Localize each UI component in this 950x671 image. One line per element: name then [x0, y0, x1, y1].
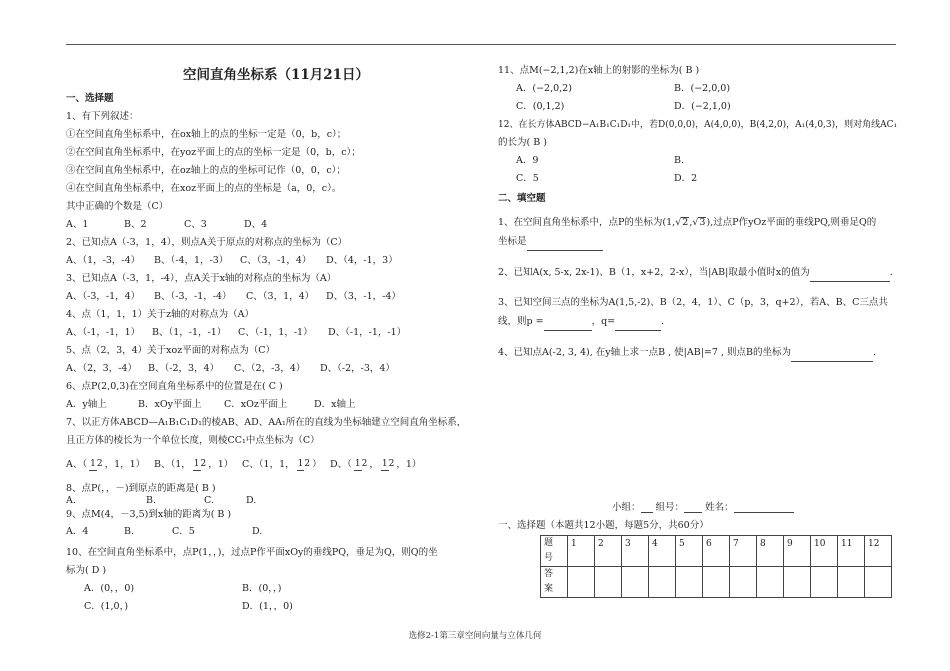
option-b: B、（1， 12 ，1）	[154, 458, 234, 470]
q10-options	[66, 580, 486, 598]
fill4: 4、已知点A(-2, 3, 4), 在y轴上求一点B , 使|AB|=7 , 则点B的坐标为 .	[498, 343, 898, 362]
answer-blank[interactable]	[810, 263, 890, 282]
q11-options	[498, 98, 898, 116]
option: C．(1,0，)	[84, 601, 129, 612]
answer-table	[540, 535, 892, 598]
option: D、（3，-1，-4）	[326, 291, 401, 302]
option: C、（2，-3，4）	[234, 363, 306, 374]
option: A．(0，，0)	[84, 583, 135, 594]
option: A．4	[66, 526, 89, 537]
question-number-cell: 8	[757, 536, 784, 567]
answer-cell[interactable]	[757, 567, 784, 598]
q1-ask: 其中正确的个数是（C）	[66, 201, 169, 212]
q9-options	[66, 523, 486, 541]
q1-item: ②在空间直角坐标系中，在yoz平面上的点的坐标一定是（0，b，c）；	[66, 147, 361, 158]
answer-cell[interactable]	[649, 567, 676, 598]
option: B、（-4，1，-3）	[154, 255, 229, 266]
number-field[interactable]	[684, 501, 702, 513]
q12-line2: 的长为( B )	[498, 137, 547, 148]
answer-cell[interactable]	[784, 567, 811, 598]
q1-item: ③在空间直角坐标系中，在oz轴上的点的坐标可记作（0，0，c）；	[66, 165, 346, 176]
question-number-cell: 5	[676, 536, 703, 567]
answer-section-heading: 一、选择题（本题共12小题，每题5分，共60分）	[498, 520, 709, 531]
q4-stem: 4、点（1，1，1）关于z轴的对称点为（A）	[66, 309, 255, 320]
option: B.	[124, 526, 135, 537]
option-a: A、（ 12 ，1，1）	[66, 458, 146, 470]
option-d: D、（ 12 ， 12 ，1）	[330, 458, 422, 470]
option: A．y轴上	[66, 399, 107, 410]
q11-options	[498, 80, 898, 98]
answer-cell[interactable]	[865, 567, 892, 598]
q1-item: ④在空间直角坐标系中，在xoz平面上的点的坐标是（a，0，c）。	[66, 183, 342, 194]
option: A、（1，-3，-4）	[66, 255, 141, 266]
option: B.	[674, 155, 685, 166]
q7-line2: 且正方体的棱长为一个单位长度，则棱CC₁中点坐标为（C）	[66, 435, 320, 446]
option: C.	[204, 495, 214, 506]
fraction: 12	[381, 458, 395, 469]
answer-blank[interactable]	[791, 343, 873, 362]
section-choice-heading: 一、选择题	[66, 93, 114, 104]
fraction: 12	[193, 458, 207, 469]
answer-blank[interactable]	[544, 312, 592, 331]
option: A．(−2,0,2)	[516, 83, 572, 94]
option: D．x轴上	[314, 399, 356, 410]
option: D.	[252, 526, 263, 537]
q5-stem: 5、点（2，3，4）关于xoz平面的对称点为（C）	[66, 345, 276, 356]
q6-stem: 6、点P(2,0,3)在空间直角坐标系中的位置是在( C )	[66, 381, 283, 392]
question-number-cell: 2	[595, 536, 622, 567]
option: C．5	[516, 173, 539, 184]
option: A、1	[66, 219, 89, 230]
fraction: 12	[354, 458, 368, 469]
q1-options	[66, 216, 486, 234]
q1-item: ①在空间直角坐标系中，在ox轴上的点的坐标一定是（0，b，c）；	[66, 129, 347, 140]
option: B．xOy平面上	[138, 399, 202, 410]
header-cell: 题 号	[541, 536, 568, 567]
option: B、（-2，3，4）	[148, 363, 220, 374]
student-info: 小组： 组号： 姓名：	[612, 499, 794, 513]
q3-stem: 3、已知点A（-3，1，-4），点A关于x轴的对称点的坐标为（A）	[66, 273, 337, 284]
q10-options	[66, 598, 486, 616]
option: C．(0,1,2)	[516, 101, 565, 112]
question-number-cell: 10	[811, 536, 838, 567]
option: A.	[66, 495, 76, 506]
answer-cell[interactable]	[622, 567, 649, 598]
q10-line1: 10、在空间直角坐标系中，点P(1，，)，过点P作平面xOy的垂线PQ，垂足为Q，则Q的坐	[66, 547, 438, 558]
option-c: C、（1，1， 12 ）	[242, 458, 322, 470]
option: D．(−2,1,0)	[674, 101, 731, 112]
fill2: 2、已知A(x, 5-x, 2x-1)、B（1，x+2，2-x），当|AB|取最小值时x的值为 .	[498, 263, 898, 282]
question-number-cell: 3	[622, 536, 649, 567]
option: B．(−2,0,0)	[674, 83, 731, 94]
question-number-cell: 7	[730, 536, 757, 567]
answer-cell[interactable]	[811, 567, 838, 598]
answer-cell[interactable]	[838, 567, 865, 598]
q12-options	[498, 170, 898, 188]
q8-options	[66, 495, 486, 507]
option: A．9	[516, 155, 539, 166]
fill1-line1: 1、在空间直角坐标系中，点P的坐标为(1,√2,√3),过点P作yOz平面的垂线PQ,则垂足Q的	[498, 217, 877, 228]
question-number-cell: 11	[838, 536, 865, 567]
name-field[interactable]	[734, 501, 794, 513]
answer-cell[interactable]	[703, 567, 730, 598]
fraction: 12	[297, 458, 311, 469]
right-column	[498, 62, 898, 362]
option: D、（-1，-1，-1）	[328, 327, 407, 338]
question-number-cell: 1	[568, 536, 595, 567]
option: C、3	[184, 219, 207, 230]
left-column	[66, 62, 486, 616]
q9-stem: 9、点M(4，－3,5)到x轴的距离为( B )	[66, 509, 232, 520]
option: D．(1，，0)	[242, 601, 293, 612]
q8-stem: 8、点P(，，－)到原点的距离是( B )	[66, 483, 216, 494]
option: A、（-1，-1，1）	[66, 327, 141, 338]
option: C．xOz平面上	[224, 399, 288, 410]
option: D、（4，-1，3）	[326, 255, 398, 266]
question-number-cell: 9	[784, 536, 811, 567]
table-row	[541, 567, 892, 598]
option: C．5	[172, 526, 195, 537]
q10-line2: 标为( D )	[66, 565, 107, 576]
page-title: 空间直角坐标系（11月21日）	[182, 67, 370, 83]
option: D．2	[674, 173, 698, 184]
q2-options	[66, 252, 486, 270]
option: A、（-3，-1，4）	[66, 291, 141, 302]
answer-cell[interactable]	[730, 567, 757, 598]
option: D.	[246, 495, 257, 506]
option: B.	[146, 495, 157, 506]
question-number-cell: 4	[649, 536, 676, 567]
option: D、4	[244, 219, 268, 230]
q2-stem: 2、已知点A（-3，1，4），则点A关于原点的对称点的坐标为（C）	[66, 237, 348, 248]
option: C、（-1，1，-1）	[238, 327, 313, 338]
answer-blank[interactable]	[615, 312, 661, 331]
answer-blank[interactable]	[527, 232, 603, 251]
header-cell: 答 案	[541, 567, 568, 598]
fill1-line2: 坐标是	[498, 232, 898, 251]
option: B、2	[124, 219, 147, 230]
table-row	[541, 536, 892, 567]
page-footer: 选修2-1第三章空间向量与立体几何	[408, 631, 542, 641]
q3-options	[66, 288, 486, 306]
answer-cell[interactable]	[676, 567, 703, 598]
group-field[interactable]	[641, 501, 653, 513]
option: B、（1，-1，-1）	[152, 327, 227, 338]
option: C、（3，1，4）	[246, 291, 315, 302]
section-fill-heading: 二、填空题	[498, 193, 546, 204]
q6-options	[66, 396, 486, 414]
fill3-line1: 3、已知空间三点的坐标为A(1,5,-2)、B（2，4，1）、C（p，3，q+2），若A、B、C三点共	[498, 297, 888, 308]
q11-stem: 11、点M(−2,1,2)在x轴上的射影的坐标为( B )	[498, 65, 700, 76]
option: D、（-2，-3，4）	[320, 363, 395, 374]
option: B、（-3，-1，-4）	[154, 291, 232, 302]
fill3-line2: 线，则p = ，q= .	[498, 312, 898, 331]
option: A、（2，3，-4）	[66, 363, 137, 374]
fraction: 12	[90, 458, 103, 469]
q7-line1: 7、以正方体ABCD—A₁B₁C₁D₁的棱AB、AD、AA₁所在的直线为坐标轴建立空间直角坐标系，	[66, 417, 467, 428]
q7-options	[66, 450, 486, 480]
q5-options	[66, 360, 486, 378]
question-number-cell: 6	[703, 536, 730, 567]
option: C、（3，-1，4）	[240, 255, 312, 266]
answer-cell[interactable]	[568, 567, 595, 598]
q12-line1: 12、在长方体ABCD−A₁B₁C₁D₁中，若D(0,0,0)，A(4,0,0)，B(4,2,0)，A₁(4,0,3)，则对角线AC₁	[498, 120, 898, 130]
q4-options	[66, 324, 486, 342]
q1-stem: 1、有下列叙述：	[66, 111, 139, 122]
question-number-cell: 12	[865, 536, 892, 567]
q12-options	[498, 152, 898, 170]
option: B．(0，，)	[242, 583, 282, 594]
answer-cell[interactable]	[595, 567, 622, 598]
top-rule	[66, 44, 896, 45]
